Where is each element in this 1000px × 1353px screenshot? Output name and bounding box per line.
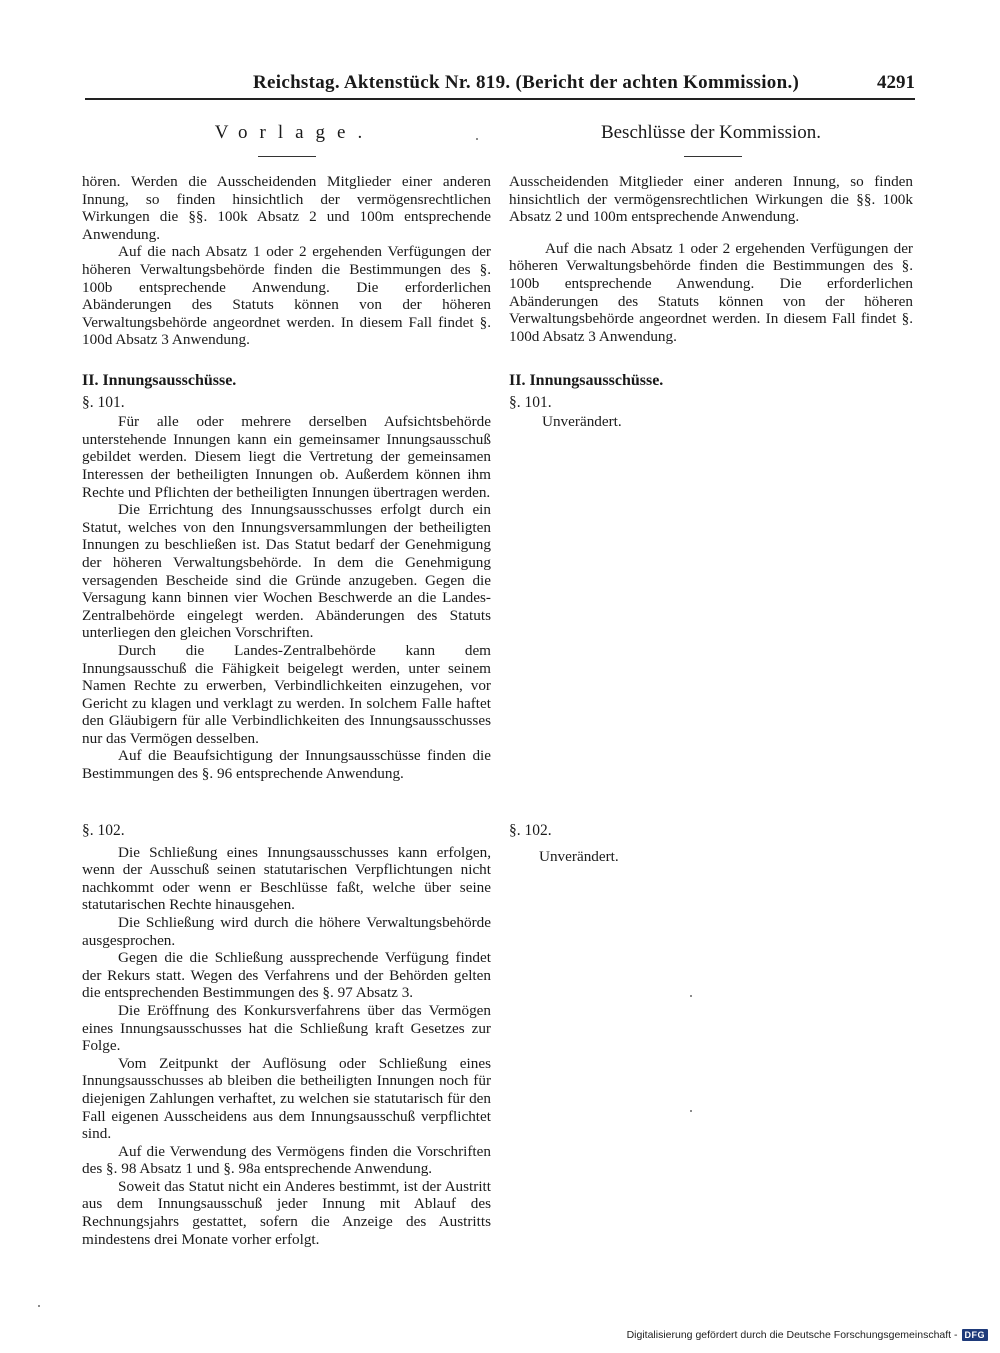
scan-speck	[38, 1305, 40, 1307]
right-section-101-number: §. 101.	[509, 393, 552, 411]
header-rule	[85, 98, 915, 100]
right-section-title: II. Innungsausschüsse.	[509, 372, 664, 389]
running-head	[225, 72, 915, 98]
left-s102-paragraph-2: Die Schließung wird durch die höhere Verwaltungsbehörde ausgesprochen.	[82, 913, 491, 949]
left-column-block-2	[82, 372, 491, 783]
left-s101-paragraph-4: Auf die Beaufsichtigung der Innungsausschüsse finden die Bestimmungen des §. 96 entsprechende Anwendung.	[82, 747, 491, 783]
left-column-block-3	[82, 822, 491, 1248]
left-s102-paragraph-6: Auf die Verwendung des Vermögens finden die Vorschriften des §. 98 Absatz 1 und §. 98a entsprechende Anwendung.	[82, 1142, 491, 1178]
left-section-title: II. Innungsausschüsse.	[82, 372, 237, 389]
right-column-block-1	[509, 173, 913, 345]
right-section-102-number: §. 102.	[509, 822, 552, 839]
footer-credit-text: Digitalisierung gefördert durch die Deutsche Forschungsgemeinschaft -	[626, 1329, 958, 1341]
right-column-heading: Beschlüsse der Kommission.	[600, 122, 822, 143]
left-s102-paragraph-7: Soweit das Statut nicht ein Anderes bestimmt, ist der Austritt aus dem Innungsausschuß jeder Innung mit Ablauf des Rechnungsjahrs gestattet, sofern die Anzeige des Austritts mindestens drei Monate vorher erfolgt.	[82, 1177, 491, 1248]
left-s101-paragraph-2: Die Errichtung des Innungsausschusses erfolgt durch ein Statut, welches von den Innungsversammlungen der betheiligten Innungen zu beschließen ist. Das Statut bedarf der Genehmigung der höheren Verwaltungsbehörde. In dem die Genehmigung versagenden Bescheide sind die Gründe anzugeben. Gegen die Versagung kann binnen vier Wochen Beschwerde an die Landes-Zentralbehörde eingelegt werden. Abänderungen des Statuts unterliegen den gleichen Vorschriften.	[82, 501, 491, 642]
right-column-block-2	[509, 372, 913, 431]
digitization-footer	[627, 1329, 988, 1341]
left-s102-paragraph-1: Die Schließung eines Innungsausschusses kann erfolgen, wenn der Ausschuß seinen statutarischen Verpflichtungen nicht nachkommt oder wenn er Beschlüsse faßt, welche über seine statutarischen Rechte hinausgehen.	[82, 843, 491, 914]
left-section-101-number: §. 101.	[82, 393, 125, 411]
right-paragraph-verfuegungen: Auf die nach Absatz 1 oder 2 ergehenden Verfügungen der höheren Verwaltungsbehörde finden die Bestimmungen des §. 100b entsprechende Anwendung. Die erforderlichen Abänderungen des Statuts können von der höheren Verwaltungsbehörde angeordnet werden. In diesem Fall findet §. 100d Absatz 3 Anwendung.	[509, 239, 913, 345]
left-s101-paragraph-1: Für alle oder mehrere derselben Aufsichtsbehörde unterstehende Innungen kann ein gemeinsamer Innungsausschuß gebildet werden. Diesem liegt die Vertretung der gemeinsamen Interessen der betheiligten Innungen ob. Außerdem können ihm Rechte und Pflichten der betheiligten Innungen übertragen werden.	[82, 413, 491, 501]
running-head-title: Reichstag. Aktenstück Nr. 819. (Bericht der achten Kommission.)	[253, 72, 800, 93]
left-s102-paragraph-4: Die Eröffnung des Konkursverfahrens über das Vermögen eines Innungsausschusses hat die Schließung kraft Gesetzes zur Folge.	[82, 1001, 491, 1055]
right-continuation-paragraph: Ausscheidenden Mitglieder einer anderen Innung, so finden hinsichtlich der vermögensrechtlichen Wirkungen die §§. 100k Absatz 2 und 100m entsprechende Anwendung.	[509, 173, 913, 226]
right-column-block-3	[509, 822, 913, 865]
left-column-heading: Vorlage.	[214, 122, 375, 143]
left-section-102-number: §. 102.	[82, 822, 125, 839]
scan-speck	[690, 995, 692, 997]
left-column-block-1	[82, 173, 491, 349]
scan-speck	[476, 138, 478, 140]
left-s102-paragraph-5: Vom Zeitpunkt der Auflösung oder Schließung eines Innungsausschusses ab bleiben die betheiligten Innungen noch für diejenigen Zahlungen verhaftet, zu welchen sie statutarisch für den Fall eigenen Ausscheidens aus dem Innungsausschuß verpflichtet sind.	[82, 1054, 491, 1143]
left-s101-paragraph-3: Durch die Landes-Zentralbehörde kann dem Innungsausschuß die Fähigkeit beigelegt werden, unter seinem Namen Rechte zu erwerben, Verbindlichkeiten einzugehen, vor Gericht zu klagen und verklagt zu werden. In solchem Falle haftet den Gläubigern für alle Verbindlichkeiten des Innungsausschusses nur das Vermögen desselben.	[82, 641, 491, 747]
left-paragraph-verfuegungen: Auf die nach Absatz 1 oder 2 ergehenden Verfügungen der höheren Verwaltungsbehörde finden die Bestimmungen des §. 100b entsprechende Anwendung. Die erforderlichen Abänderungen des Statuts können von der höheren Verwaltungsbehörde angeordnet werden. In diesem Fall findet §. 100d Absatz 3 Anwendung.	[82, 243, 491, 349]
left-heading-rule	[258, 156, 316, 157]
right-s101-unveraendert: Unverändert.	[542, 413, 622, 431]
scan-speck	[690, 1110, 692, 1112]
left-s102-paragraph-3: Gegen die die Schließung aussprechende Verfügung findet der Rekurs statt. Wegen des Verfahrens und der Behörden gelten die entsprechenden Bestimmungen des §. 97 Absatz 3.	[82, 949, 491, 1002]
right-s102-unveraendert: Unverändert.	[539, 847, 619, 865]
page-number: 4291	[877, 72, 915, 93]
left-continuation-paragraph: hören. Werden die Ausscheidenden Mitglieder einer anderen Innung, so finden hinsichtlich der vermögensrechtlichen Wirkungen die §§. 100k Absatz 2 und 100m entsprechende Anwendung.	[82, 173, 491, 243]
dfg-logo: DFG	[962, 1329, 989, 1341]
right-heading-rule	[684, 156, 742, 157]
